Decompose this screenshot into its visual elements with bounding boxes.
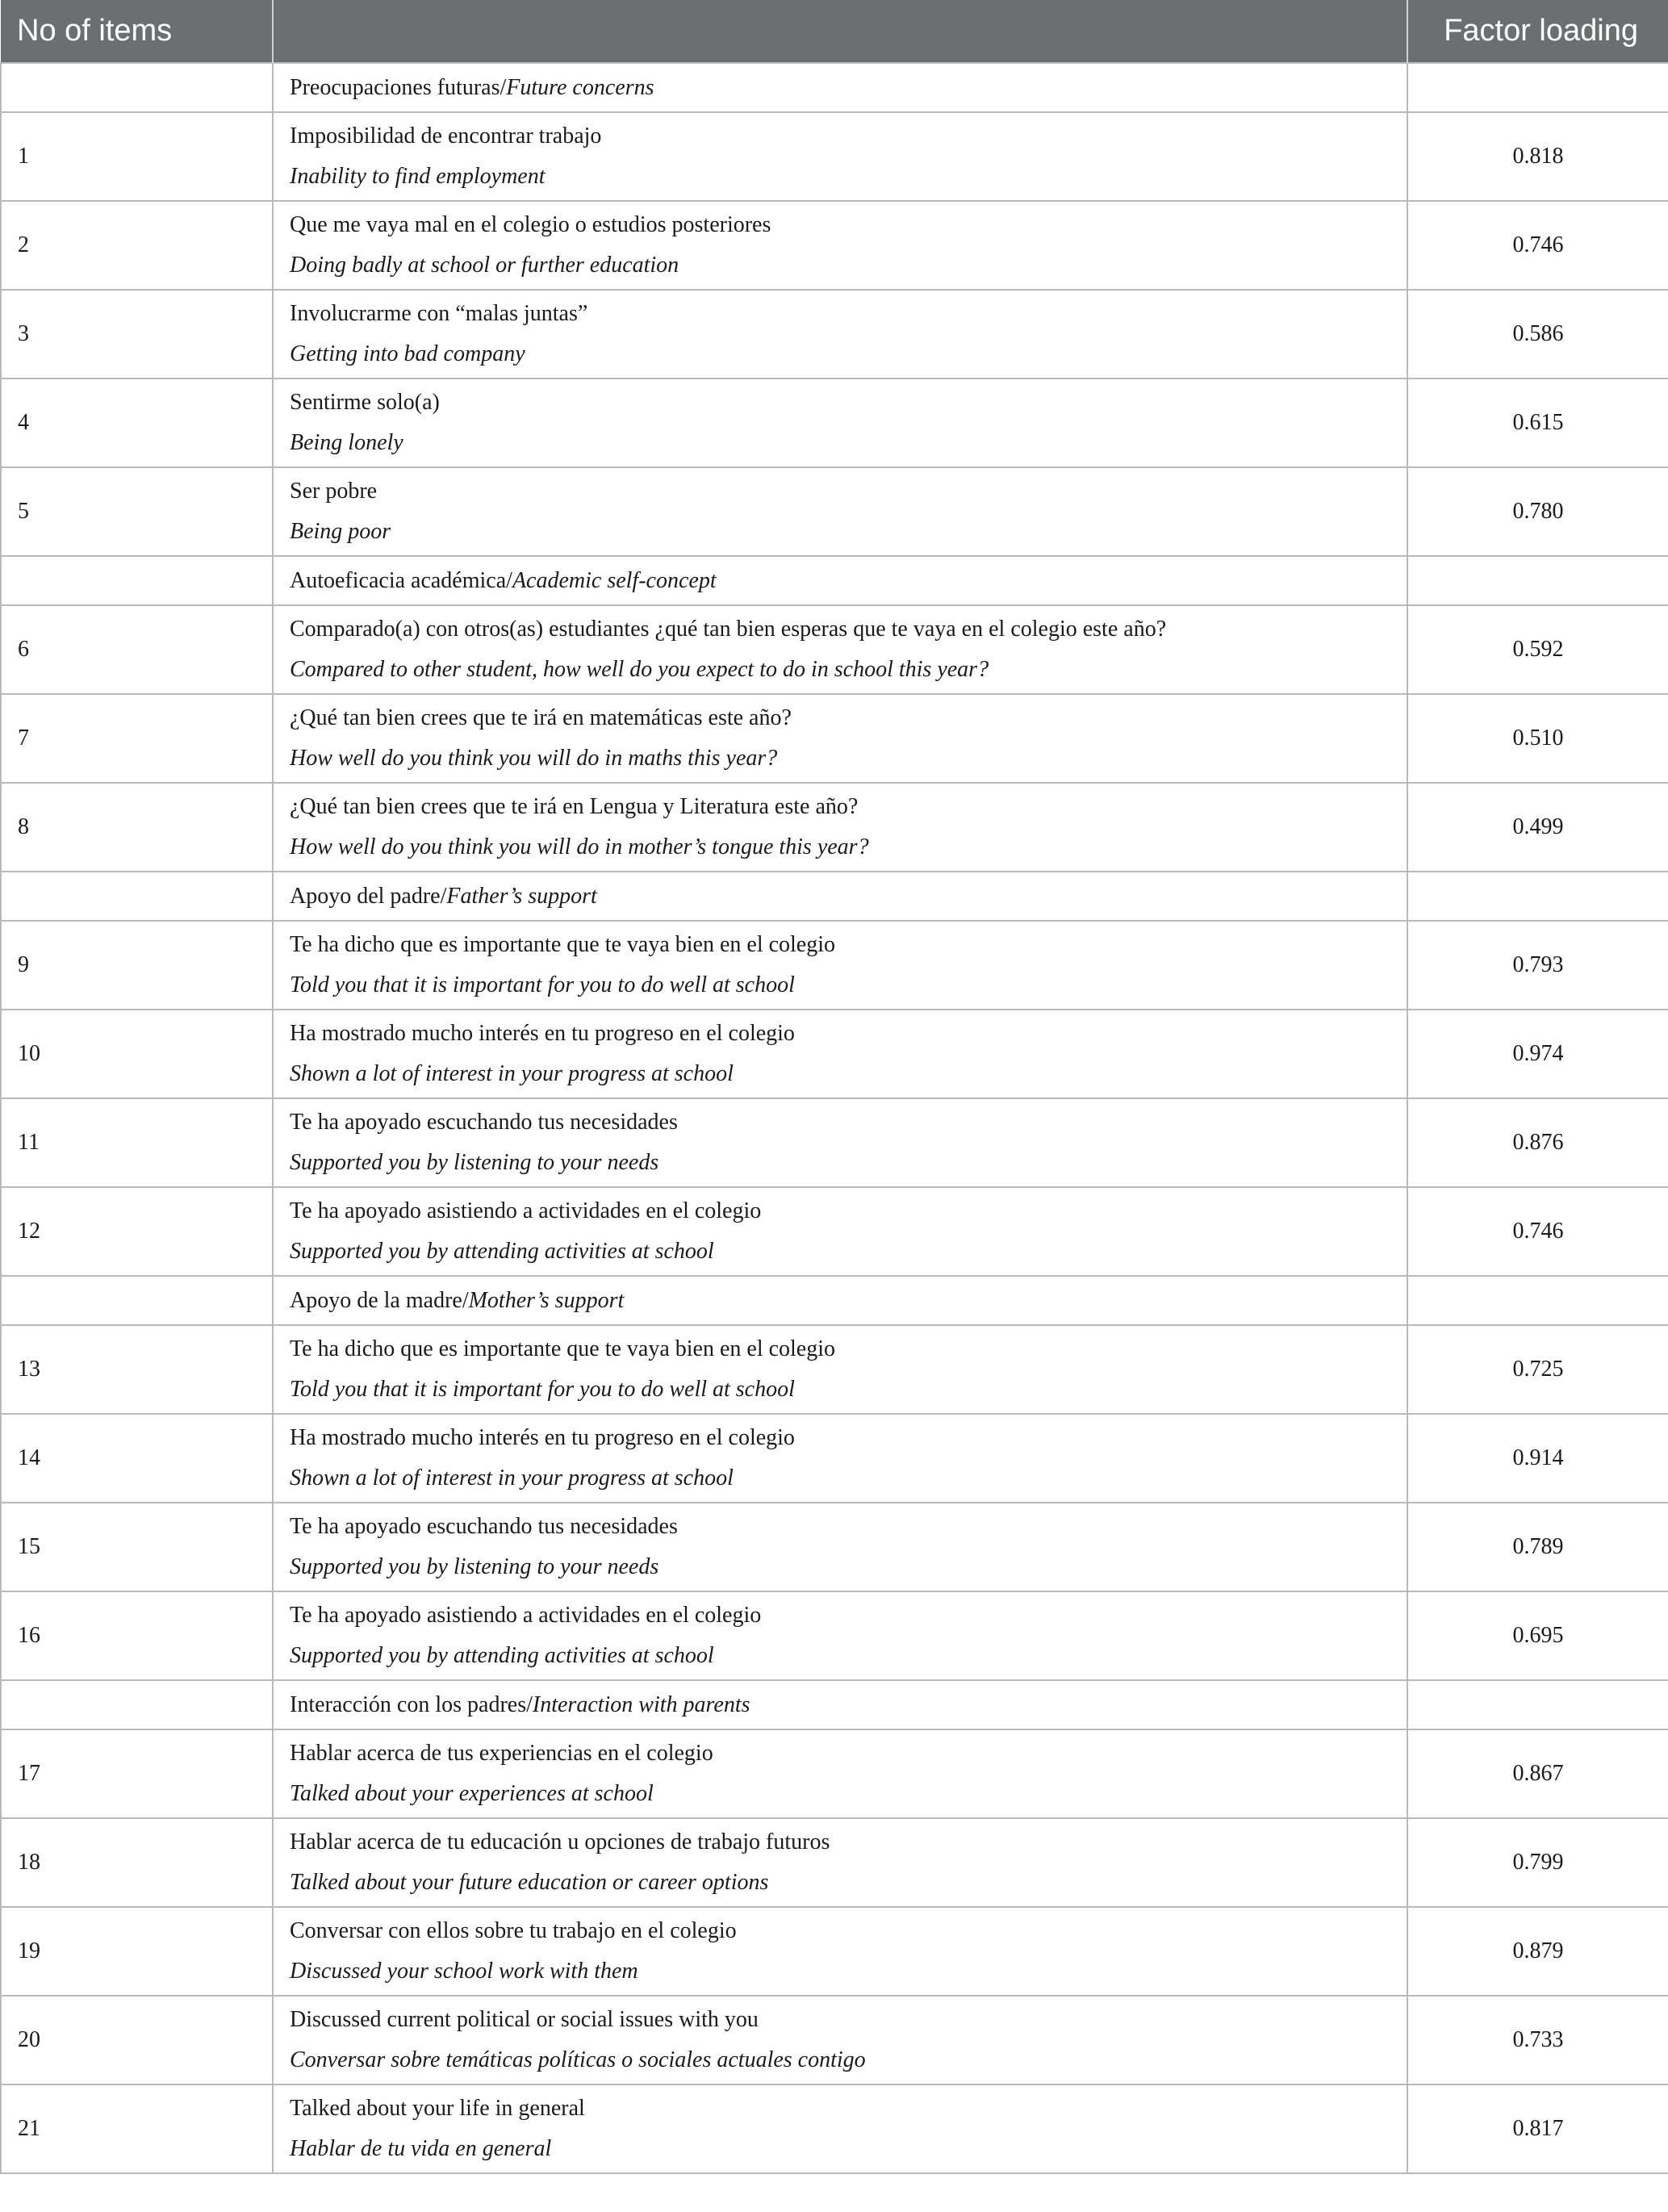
section-title-en: Future concerns — [506, 74, 654, 100]
item-text-cell — [273, 1996, 1407, 2084]
table-row — [1, 1907, 1668, 1996]
item-text-en: Doing badly at school or further education — [290, 253, 679, 278]
item-number: 14 — [1, 1414, 273, 1503]
item-text-cell — [273, 1591, 1407, 1680]
item-text-en: How well do you think you will do in mother’s tongue this year? — [290, 834, 869, 859]
factor-loading-value: 0.974 — [1407, 1010, 1668, 1098]
item-text-en: Compared to other student, how well do you expect to do in school this year? — [290, 657, 989, 682]
header-row — [1, 0, 1668, 63]
item-text-en: Getting into bad company — [290, 341, 525, 366]
section-title-es: Preocupaciones futuras/ — [290, 74, 507, 100]
header-factor-loading: Factor loading — [1407, 0, 1668, 63]
item-text-cell — [273, 783, 1407, 872]
item-text-en: Told you that it is important for you to do well at school — [290, 1377, 795, 1402]
section-title-cell — [273, 556, 1407, 605]
item-text-es: Hablar acerca de tus experiencias en el colegio — [290, 1741, 713, 1766]
item-text-cell — [273, 2084, 1407, 2173]
factor-loading-value: 0.746 — [1407, 1187, 1668, 1276]
table-row — [1, 1187, 1668, 1276]
section-title-es: Autoeficacia académica/ — [290, 567, 512, 593]
table-row — [1, 290, 1668, 378]
table-row — [1, 1729, 1668, 1818]
item-text-cell — [273, 112, 1407, 201]
item-text-cell — [273, 1187, 1407, 1276]
factor-loading-value: 0.615 — [1407, 378, 1668, 467]
factor-loading-value: 0.876 — [1407, 1098, 1668, 1187]
table-row — [1, 1818, 1668, 1907]
item-text-es: Ser pobre — [290, 479, 378, 504]
factor-loading-value: 0.799 — [1407, 1818, 1668, 1907]
section-no-cell — [1, 63, 273, 112]
item-text-es: Te ha apoyado escuchando tus necesidades — [290, 1110, 678, 1135]
item-text-en: Being lonely — [290, 430, 403, 455]
section-title-es: Apoyo del padre/ — [290, 883, 447, 909]
section-loading-cell — [1407, 1276, 1668, 1325]
section-title-en: Academic self-concept — [512, 567, 717, 593]
item-text-es: Te ha apoyado asistiendo a actividades en el colegio — [290, 1198, 762, 1223]
item-text-es: Ha mostrado mucho interés en tu progreso en el colegio — [290, 1021, 795, 1046]
table-row — [1, 2084, 1668, 2173]
item-text-es: ¿Qué tan bien crees que te irá en Lengua y Literatura este año? — [290, 794, 859, 819]
table-row — [1, 1098, 1668, 1187]
item-text-es: Conversar con ellos sobre tu trabajo en el colegio — [290, 1918, 737, 1943]
factor-loading-value: 0.746 — [1407, 201, 1668, 290]
table-row — [1, 378, 1668, 467]
item-text-en: Shown a lot of interest in your progress at school — [290, 1061, 734, 1086]
item-text-cell — [273, 1098, 1407, 1187]
section-row — [1, 63, 1668, 112]
section-loading-cell — [1407, 872, 1668, 921]
item-text-en: Conversar sobre temáticas políticas o sociales actuales contigo — [290, 2047, 866, 2072]
table-row — [1, 1325, 1668, 1414]
factor-loading-value: 0.914 — [1407, 1414, 1668, 1503]
header-no-of-items: No of items — [1, 0, 273, 63]
factor-loading-value: 0.818 — [1407, 112, 1668, 201]
factor-loading-value: 0.867 — [1407, 1729, 1668, 1818]
section-no-cell — [1, 872, 273, 921]
item-text-en: Inability to find employment — [290, 164, 546, 189]
section-loading-cell — [1407, 63, 1668, 112]
item-number: 8 — [1, 783, 273, 872]
item-text-en: Told you that it is important for you to do well at school — [290, 972, 795, 997]
item-text-cell — [273, 1818, 1407, 1907]
factor-loading-value: 0.510 — [1407, 694, 1668, 783]
header-item — [273, 0, 1407, 63]
factor-loading-value: 0.695 — [1407, 1591, 1668, 1680]
table-row — [1, 201, 1668, 290]
item-text-es: ¿Qué tan bien crees que te irá en matemáticas este año? — [290, 705, 792, 730]
factor-loading-value: 0.817 — [1407, 2084, 1668, 2173]
item-text-es: Te ha dicho que es importante que te vaya bien en el colegio — [290, 1336, 836, 1361]
table-row — [1, 1996, 1668, 2084]
item-text-en: Supported you by attending activities at school — [290, 1239, 714, 1264]
item-text-es: Imposibilidad de encontrar trabajo — [290, 123, 602, 148]
item-text-en: Shown a lot of interest in your progress at school — [290, 1466, 734, 1491]
item-number: 1 — [1, 112, 273, 201]
item-text-cell — [273, 201, 1407, 290]
item-number: 11 — [1, 1098, 273, 1187]
section-row — [1, 1276, 1668, 1325]
factor-loading-value: 0.793 — [1407, 921, 1668, 1010]
item-text-en: Being poor — [290, 519, 391, 544]
item-number: 3 — [1, 290, 273, 378]
item-number: 4 — [1, 378, 273, 467]
item-number: 15 — [1, 1503, 273, 1591]
section-no-cell — [1, 1276, 273, 1325]
section-no-cell — [1, 1680, 273, 1729]
item-number: 10 — [1, 1010, 273, 1098]
item-text-cell — [273, 290, 1407, 378]
section-title-cell — [273, 1276, 1407, 1325]
section-title-cell — [273, 63, 1407, 112]
item-number: 21 — [1, 2084, 273, 2173]
item-text-es: Ha mostrado mucho interés en tu progreso en el colegio — [290, 1425, 795, 1450]
section-row — [1, 872, 1668, 921]
item-text-es: Te ha apoyado escuchando tus necesidades — [290, 1514, 678, 1539]
factor-loading-value: 0.499 — [1407, 783, 1668, 872]
item-text-es: Que me vaya mal en el colegio o estudios posteriores — [290, 212, 771, 237]
factor-loading-value: 0.592 — [1407, 605, 1668, 694]
item-text-cell — [273, 467, 1407, 556]
item-text-en: Talked about your experiences at school — [290, 1781, 654, 1806]
item-number: 2 — [1, 201, 273, 290]
table-row — [1, 605, 1668, 694]
section-loading-cell — [1407, 1680, 1668, 1729]
item-number: 5 — [1, 467, 273, 556]
table-header — [1, 0, 1668, 63]
item-text-cell — [273, 921, 1407, 1010]
item-text-en: Discussed your school work with them — [290, 1959, 638, 1984]
table-row — [1, 921, 1668, 1010]
item-text-es: Te ha apoyado asistiendo a actividades en el colegio — [290, 1603, 762, 1628]
section-row — [1, 556, 1668, 605]
item-text-en: Supported you by listening to your needs — [290, 1554, 659, 1579]
item-text-en: How well do you think you will do in maths this year? — [290, 746, 778, 771]
item-text-cell — [273, 1414, 1407, 1503]
section-title-cell — [273, 872, 1407, 921]
item-number: 9 — [1, 921, 273, 1010]
item-number: 12 — [1, 1187, 273, 1276]
item-number: 6 — [1, 605, 273, 694]
table-row — [1, 112, 1668, 201]
section-title-cell — [273, 1680, 1407, 1729]
item-number: 16 — [1, 1591, 273, 1680]
item-text-es: Sentirme solo(a) — [290, 390, 440, 415]
item-number: 17 — [1, 1729, 273, 1818]
section-title-en: Father’s support — [446, 883, 597, 909]
item-number: 13 — [1, 1325, 273, 1414]
table-row — [1, 467, 1668, 556]
item-text-cell — [273, 694, 1407, 783]
item-text-es: Talked about your life in general — [290, 2096, 585, 2121]
item-text-es: Hablar acerca de tu educación u opciones de trabajo futuros — [290, 1829, 830, 1854]
item-text-en: Hablar de tu vida en general — [290, 2136, 552, 2161]
item-number: 20 — [1, 1996, 273, 2084]
factor-loading-value: 0.733 — [1407, 1996, 1668, 2084]
item-text-es: Te ha dicho que es importante que te vaya bien en el colegio — [290, 932, 836, 957]
table-row — [1, 783, 1668, 872]
section-row — [1, 1680, 1668, 1729]
factor-loading-value: 0.586 — [1407, 290, 1668, 378]
section-title-en: Mother’s support — [468, 1287, 625, 1313]
item-text-cell — [273, 1729, 1407, 1818]
item-text-es: Comparado(a) con otros(as) estudiantes ¿qué tan bien esperas que te vaya en el colegio este año? — [290, 617, 1167, 642]
factor-loading-value: 0.789 — [1407, 1503, 1668, 1591]
item-text-cell — [273, 605, 1407, 694]
item-text-en: Talked about your future education or career options — [290, 1870, 769, 1895]
item-text-cell — [273, 1503, 1407, 1591]
item-text-en: Supported you by attending activities at school — [290, 1643, 714, 1668]
item-number: 19 — [1, 1907, 273, 1996]
section-title-en: Interaction with parents — [532, 1691, 750, 1717]
item-text-cell — [273, 1010, 1407, 1098]
item-text-cell — [273, 1325, 1407, 1414]
section-title-es: Apoyo de la madre/ — [290, 1287, 469, 1313]
item-text-es: Discussed current political or social issues with you — [290, 2007, 759, 2032]
factor-loading-value: 0.725 — [1407, 1325, 1668, 1414]
factor-loading-value: 0.879 — [1407, 1907, 1668, 1996]
item-text-es: Involucrarme con “malas juntas” — [290, 301, 588, 326]
section-loading-cell — [1407, 556, 1668, 605]
item-text-cell — [273, 1907, 1407, 1996]
table-row — [1, 1414, 1668, 1503]
item-number: 18 — [1, 1818, 273, 1907]
factor-loading-value: 0.780 — [1407, 467, 1668, 556]
table-row — [1, 1503, 1668, 1591]
table-row — [1, 1010, 1668, 1098]
item-text-cell — [273, 378, 1407, 467]
item-number: 7 — [1, 694, 273, 783]
section-no-cell — [1, 556, 273, 605]
item-text-en: Supported you by listening to your needs — [290, 1150, 659, 1175]
table-body — [1, 63, 1668, 2173]
section-title-es: Interacción con los padres/ — [290, 1691, 533, 1717]
table-row — [1, 694, 1668, 783]
table-row — [1, 1591, 1668, 1680]
